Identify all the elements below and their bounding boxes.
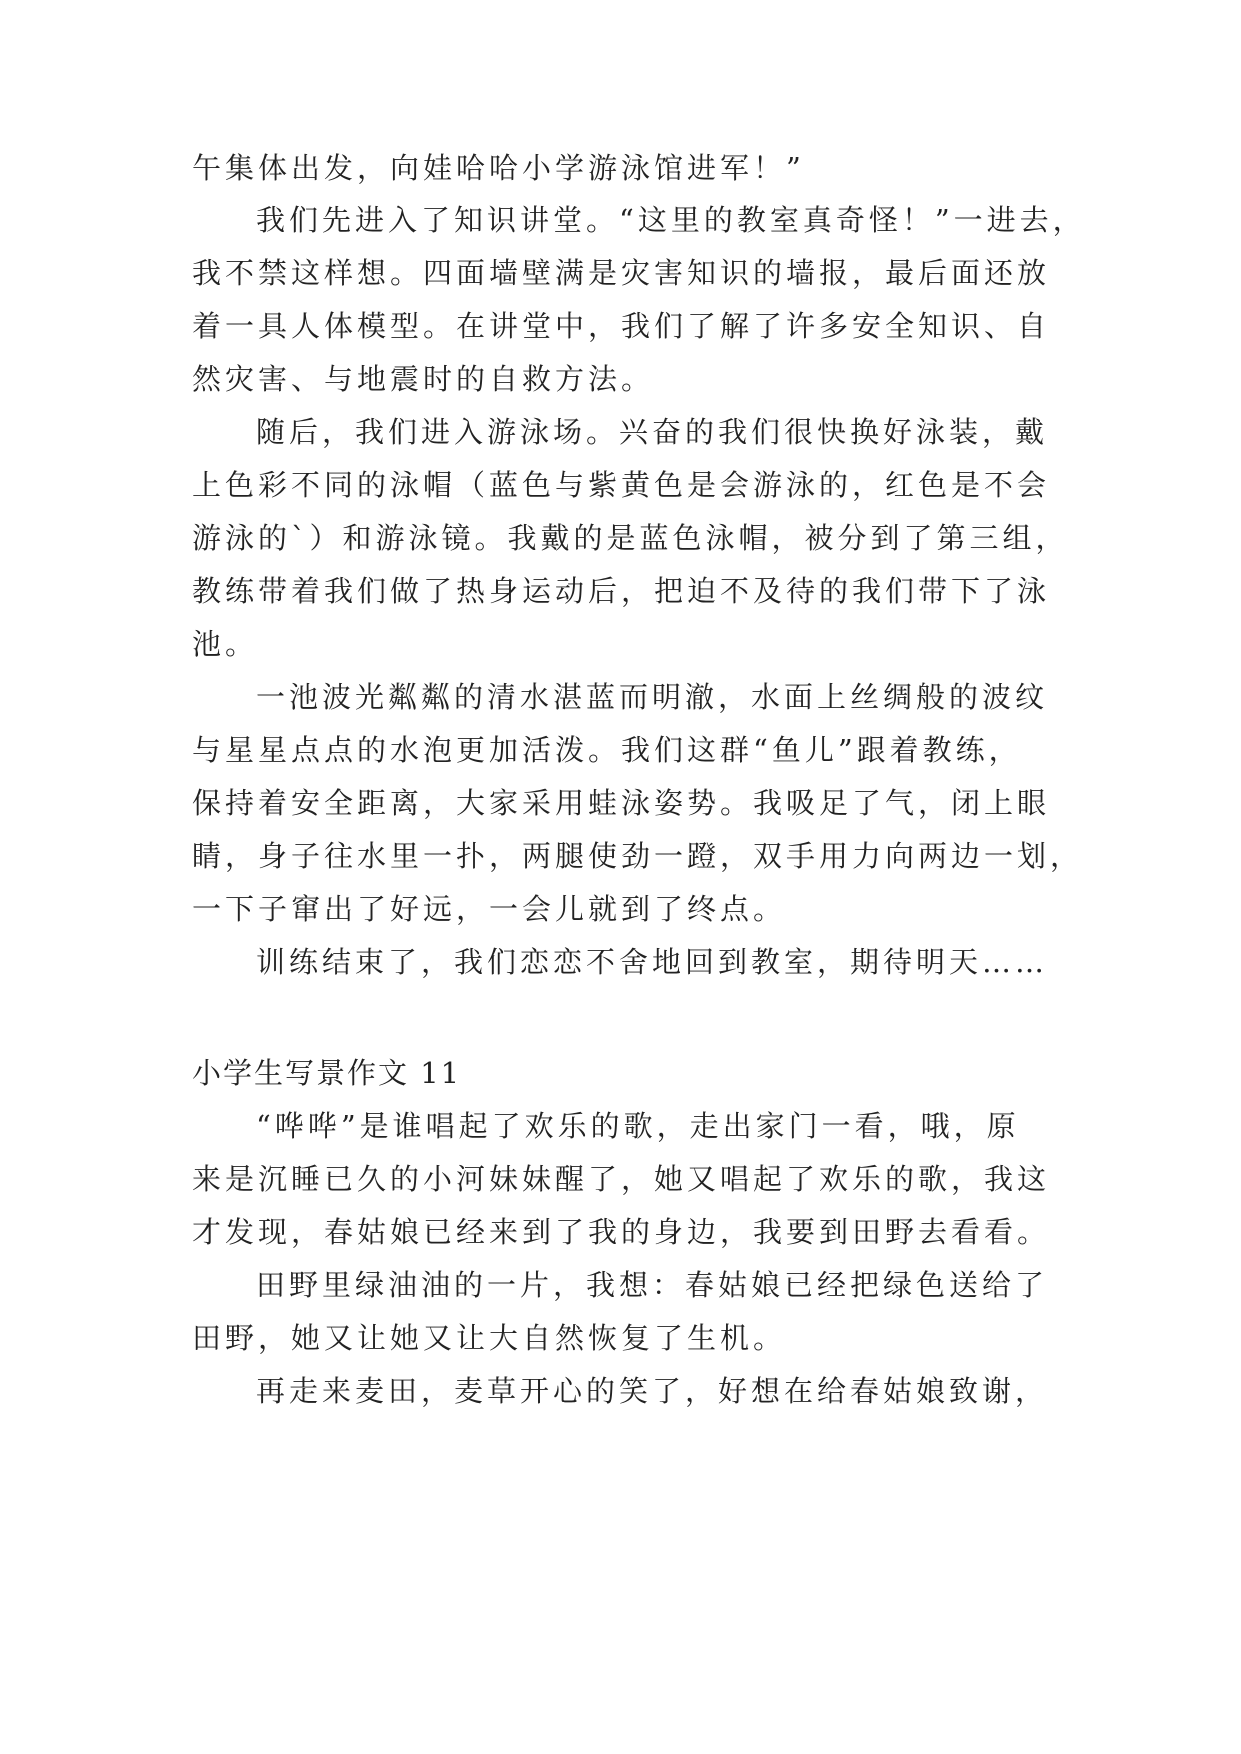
text-line: 我们先进入了知识讲堂。“这里的教室真奇怪！”一进去，	[256, 203, 1086, 237]
text-line: 保持着安全距离，大家采用蛙泳姿势。我吸足了气，闭上眼	[192, 786, 1051, 820]
text-line: 上色彩不同的泳帽（蓝色与紫黄色是会游泳的，红色是不会	[192, 468, 1051, 502]
text-line: 与星星点点的水泡更加活泼。我们这群“鱼儿”跟着教练，	[192, 733, 1022, 767]
text-line: 游泳的`）和游泳镜。我戴的是蓝色泳帽，被分到了第三组，	[192, 521, 1069, 555]
text-line: 训练结束了，我们恋恋不舍地回到教室，期待明天……	[256, 945, 1049, 979]
text-line: 随后，我们进入游泳场。兴奋的我们很快换好泳装，戴	[256, 415, 1049, 449]
text-line: 教练带着我们做了热身运动后，把迫不及待的我们带下了泳	[192, 574, 1051, 608]
text-line: 才发现，春姑娘已经来到了我的身边，我要到田野去看看。	[192, 1215, 1051, 1249]
text-line: 着一具人体模型。在讲堂中，我们了解了许多安全知识、自	[192, 309, 1051, 343]
text-line: 田野，她又让她又让大自然恢复了生机。	[192, 1321, 787, 1355]
text-line: 池。	[192, 627, 259, 661]
text-line: 再走来麦田，麦草开心的笑了，好想在给春姑娘致谢，	[256, 1374, 1049, 1408]
text-line: 我不禁这样想。四面墙壁满是灾害知识的墙报，最后面还放	[192, 256, 1051, 290]
text-line: 一池波光粼粼的清水湛蓝而明澈，水面上丝绸般的波纹	[256, 680, 1049, 714]
text-line: 然灾害、与地震时的自救方法。	[192, 362, 655, 396]
text-line: “哗哗”是谁唱起了欢乐的歌，走出家门一看，哦，原	[256, 1109, 1020, 1143]
section-heading: 小学生写景作文 11	[192, 1056, 462, 1090]
text-line: 睛，身子往水里一扑，两腿使劲一蹬，双手用力向两边一划，	[192, 839, 1084, 873]
text-line: 午集体出发，向娃哈哈小学游泳馆进军！”	[192, 151, 805, 185]
text-line: 来是沉睡已久的小河妹妹醒了，她又唱起了欢乐的歌，我这	[192, 1162, 1051, 1196]
text-line: 一下子窜出了好远，一会儿就到了终点。	[192, 892, 787, 926]
text-line: 田野里绿油油的一片，我想：春姑娘已经把绿色送给了	[256, 1268, 1049, 1302]
